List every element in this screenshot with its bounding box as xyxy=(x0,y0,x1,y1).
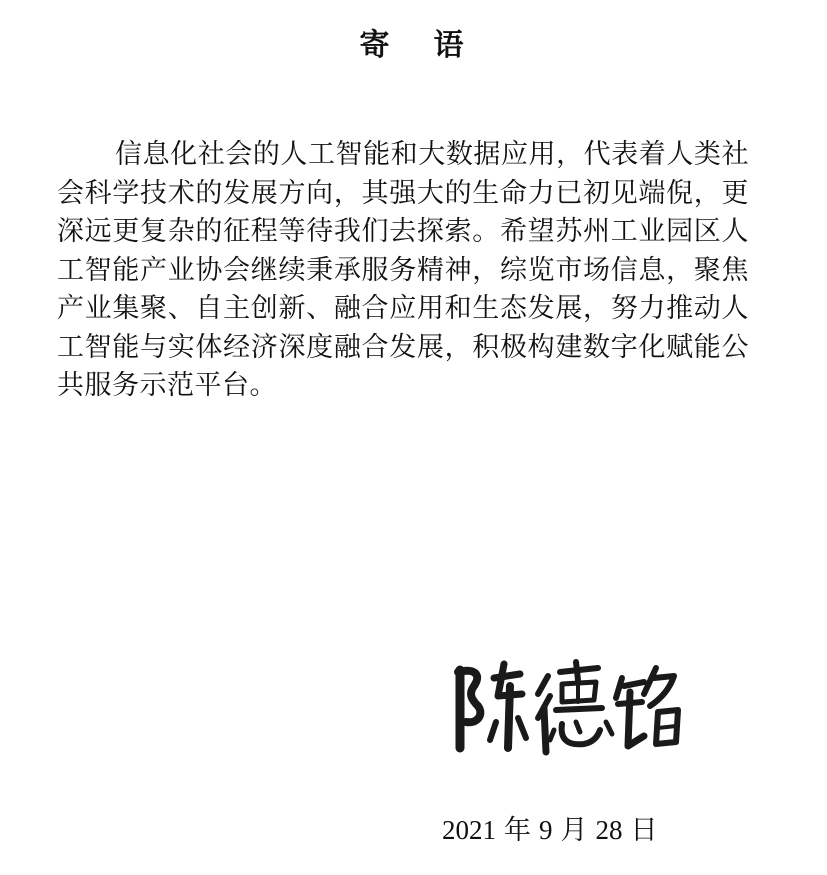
signature-date xyxy=(442,810,742,850)
message-paragraph: 信息化社会的人工智能和大数据应用，代表着人类社会科学技术的发展方向，其强大的生命力已初见端倪，更深远更复杂的征程等待我们去探索。希望苏州工业园区人工智能产业协会继续秉承服务精神，综览市场信息，聚焦产业集聚、自主创新、融合应用和生态发展，努力推动人工智能与实体经济深度融合发展，积极构建数字化赋能公共服务示范平台。 xyxy=(57,139,749,401)
date-year-unit: 年 xyxy=(504,815,531,845)
date-day-unit: 日 xyxy=(630,815,658,845)
date-month: 9 xyxy=(539,815,553,845)
handwritten-signature xyxy=(438,656,688,761)
date-month-unit: 月 xyxy=(560,815,588,845)
title-char-2: 语 xyxy=(433,28,468,63)
title-char-1: 寄 xyxy=(359,28,394,63)
date-day: 28 xyxy=(595,815,623,845)
page-title xyxy=(0,22,827,70)
date-year: 2021 xyxy=(442,815,496,845)
